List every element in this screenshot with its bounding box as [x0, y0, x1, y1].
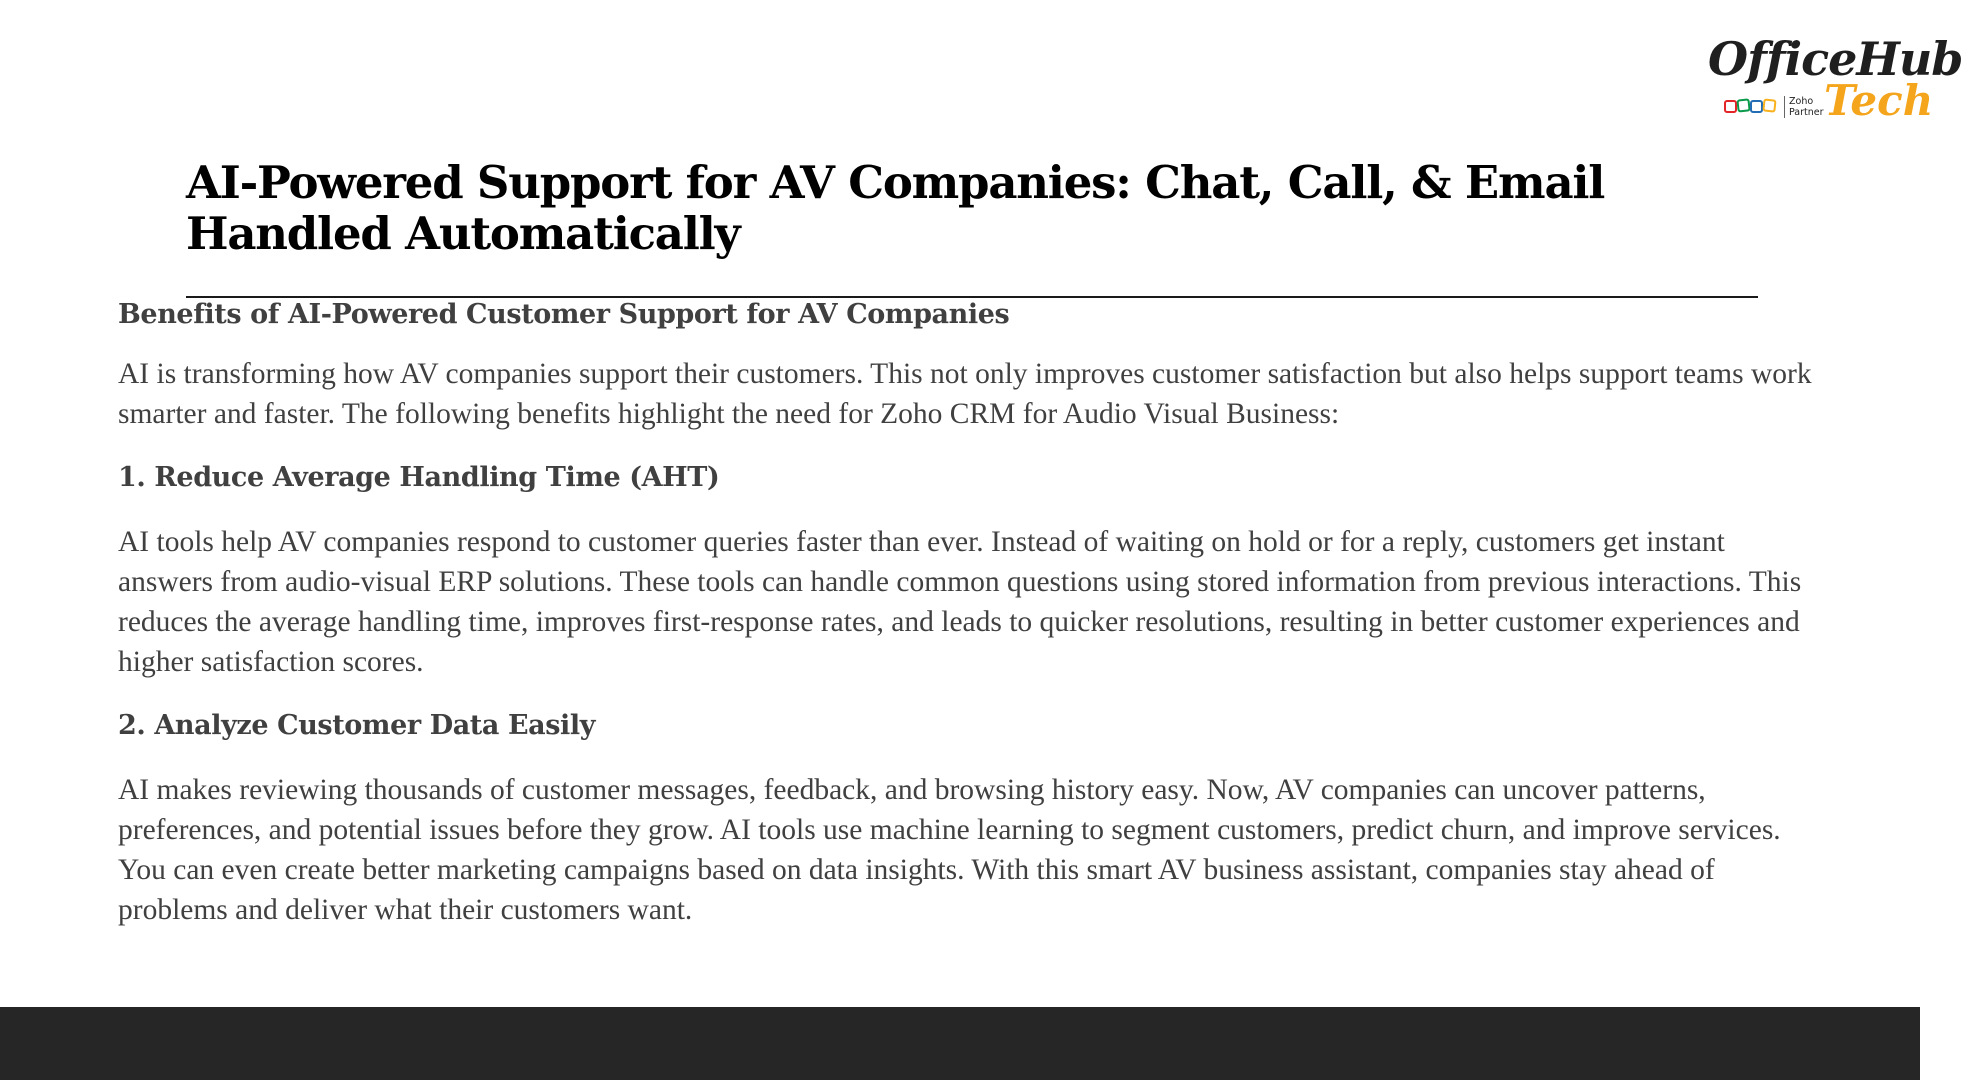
- item2-heading: 2. Analyze Customer Data Easily: [118, 710, 596, 741]
- zoho-logo-icon: [1724, 98, 1778, 114]
- zoho-partner-label: [1789, 96, 1824, 118]
- footer-bar: [0, 1007, 1920, 1080]
- benefits-heading: Benefits of AI-Powered Customer Support for AV Companies: [118, 299, 1010, 330]
- item1-heading: 1. Reduce Average Handling Time (AHT): [118, 462, 720, 493]
- intro-paragraph: AI is transforming how AV companies support their customers. This not only improves customer satisfaction but also helps support teams work smarter and faster. The following benefits highlight the need for Zoho CRM for Audio Visual Business:: [118, 358, 1812, 430]
- title-line-2: Handled Automatically: [186, 207, 740, 260]
- logo-divider: [1784, 96, 1785, 118]
- slide-body: [118, 291, 1818, 930]
- logo-brand-sub: Tech: [1824, 76, 1934, 125]
- item1-paragraph: AI tools help AV companies respond to customer queries faster than ever. Instead of waiting on hold or for a reply, customers get instant answers from audio-visual ERP solutions. These tools can handle common questions using stored information from previous interactions. This reduces the average handling time, improves first-response rates, and leads to quicker resolutions, resulting in better customer experiences and higher satisfaction scores.: [118, 526, 1802, 678]
- zoho-partner-line2: Partner: [1789, 107, 1824, 118]
- slide-title: [186, 157, 1746, 259]
- item2-paragraph: AI makes reviewing thousands of customer messages, feedback, and browsing history easy. Now, AV companies can uncover patterns, preferences, and potential issues before they grow. AI tools use machine learning to segment customers, predict churn, and improve services. You can even create better marketing campaigns based on data insights. With this smart AV business assistant, companies stay ahead of problems and deliver what their customers want.: [118, 774, 1781, 926]
- logo-brand-main: OfficeHub: [1708, 32, 1962, 86]
- zoho-partner-line1: Zoho: [1789, 96, 1814, 107]
- officehub-tech-logo: [1700, 30, 1962, 130]
- title-line-1: AI-Powered Support for AV Companies: Chat, Call, & Email: [186, 156, 1605, 209]
